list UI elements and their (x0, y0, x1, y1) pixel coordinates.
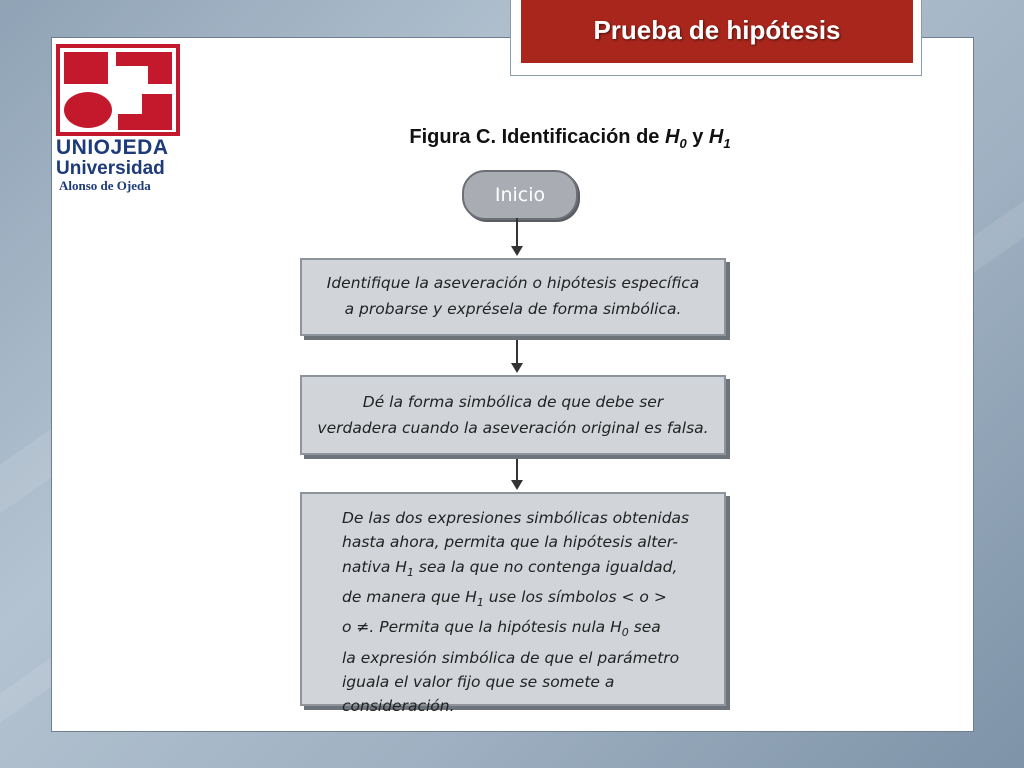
university-logo (56, 44, 182, 194)
logo-line-1: UNIOJEDA (56, 136, 169, 159)
logo-line-2: Universidad (56, 158, 165, 179)
flow-arrow (516, 340, 518, 371)
flowchart-step-3: De las dos expresiones simbólicas obtenidas hasta ahora, permita que la hipótesis alter- nativa $H_1$ sea la que no contenga igualdad, de manera que $H_1$ use los símbolos < o > o ≠. Permita que la hipótesis nula $H_0$ sea la expresión simbólica de que el parámetro iguala el valor fijo que se somete a consideración. (300, 492, 726, 706)
flowchart-step-1: Identifique la aseveración o hipótesis específica a probarse y exprésela de forma simbólica. (300, 258, 726, 336)
flowchart-start-node: Inicio (462, 170, 578, 220)
logo-mark-icon (56, 44, 180, 136)
slide-title: Prueba de hipótesis (521, 0, 913, 63)
flowchart-step-2: Dé la forma simbólica de que debe ser verdadera cuando la aseveración original es falsa. (300, 375, 726, 455)
flow-arrow (516, 218, 518, 254)
flow-arrow (516, 459, 518, 488)
logo-line-3: Alonso de Ojeda (59, 178, 151, 193)
title-frame (510, 0, 922, 76)
figure-title: Figura C. Identificación de $H_0$ y $H_1$ (409, 126, 731, 151)
